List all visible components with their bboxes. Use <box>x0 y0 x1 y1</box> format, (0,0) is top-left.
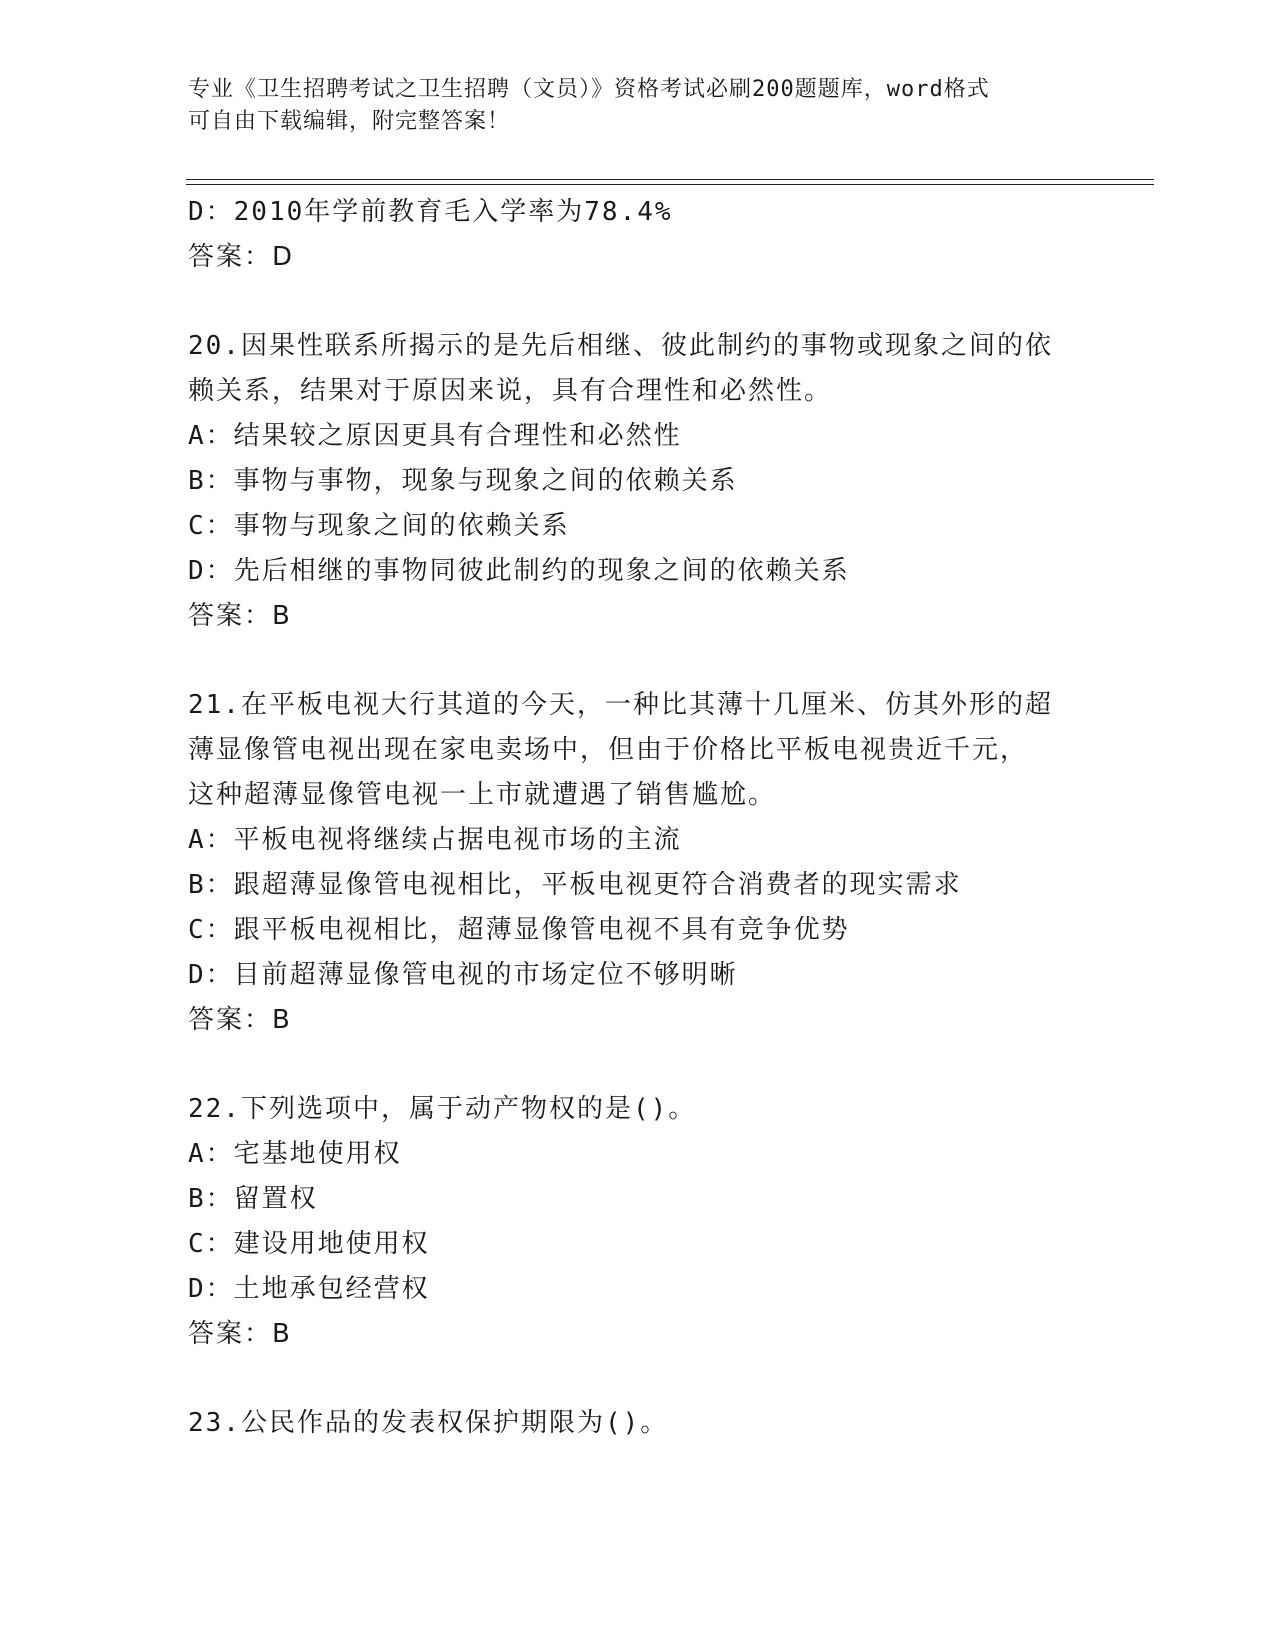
document-header <box>188 74 1088 138</box>
question-22-option-d: D：土地承包经营权 <box>188 1274 430 1304</box>
question-22-stem-line-1: 22.下列选项中，属于动产物权的是()。 <box>188 1094 697 1124</box>
question-19-tail <box>188 190 1088 280</box>
question-20-option-d: D：先后相继的事物同彼此制约的现象之间的依赖关系 <box>188 556 850 586</box>
question-20-stem-line-2: 赖关系，结果对于原因来说，具有合理性和必然性。 <box>188 376 833 406</box>
question-21-option-b: B：跟超薄显像管电视相比，平板电视更符合消费者的现实需求 <box>188 870 962 900</box>
question-19-option-d: D：2010年学前教育毛入学率为78.4% <box>188 197 673 227</box>
question-21-option-a: A：平板电视将继续占据电视市场的主流 <box>188 825 682 855</box>
header-divider-top <box>186 179 1154 180</box>
question-20-option-b: B：事物与事物，现象与现象之间的依赖关系 <box>188 466 738 496</box>
question-20-option-c: C：事物与现象之间的依赖关系 <box>188 511 570 541</box>
question-21-option-d: D：目前超薄显像管电视的市场定位不够明晰 <box>188 960 738 990</box>
question-21 <box>188 683 1088 1043</box>
question-21-option-c: C：跟平板电视相比，超薄显像管电视不具有竞争优势 <box>188 915 850 945</box>
question-21-answer: 答案：B <box>188 1005 292 1035</box>
question-22-answer: 答案：B <box>188 1319 292 1349</box>
question-22-option-a: A：宅基地使用权 <box>188 1139 402 1169</box>
question-23-stem-line-1: 23.公民作品的发表权保护期限为()。 <box>188 1408 669 1438</box>
question-21-stem-line-3: 这种超薄显像管电视一上市就遭遇了销售尴尬。 <box>188 780 777 810</box>
question-21-stem-line-1: 21.在平板电视大行其道的今天，一种比其薄十几厘米、仿其外形的超 <box>188 690 1053 720</box>
question-20-answer: 答案：B <box>188 601 292 631</box>
question-20 <box>188 324 1088 639</box>
header-line-2: 可自由下载编辑，附完整答案！ <box>188 109 511 134</box>
question-20-stem-line-1: 20.因果性联系所揭示的是先后相继、彼此制约的事物或现象之间的依 <box>188 331 1053 361</box>
question-22 <box>188 1087 1088 1357</box>
document-body <box>188 190 1088 1446</box>
header-line-1: 专业《卫生招聘考试之卫生招聘（文员）》资格考试必刷200题题库，word格式 <box>188 77 990 102</box>
question-19-answer: 答案：D <box>188 242 295 272</box>
question-22-option-b: B：留置权 <box>188 1184 318 1214</box>
question-23 <box>188 1401 1088 1446</box>
question-21-stem-line-2: 薄显像管电视出现在家电卖场中，但由于价格比平板电视贵近千元， <box>188 735 1029 765</box>
header-divider-bottom <box>186 184 1154 185</box>
question-22-option-c: C：建设用地使用权 <box>188 1229 430 1259</box>
question-20-option-a: A：结果较之原因更具有合理性和必然性 <box>188 421 682 451</box>
